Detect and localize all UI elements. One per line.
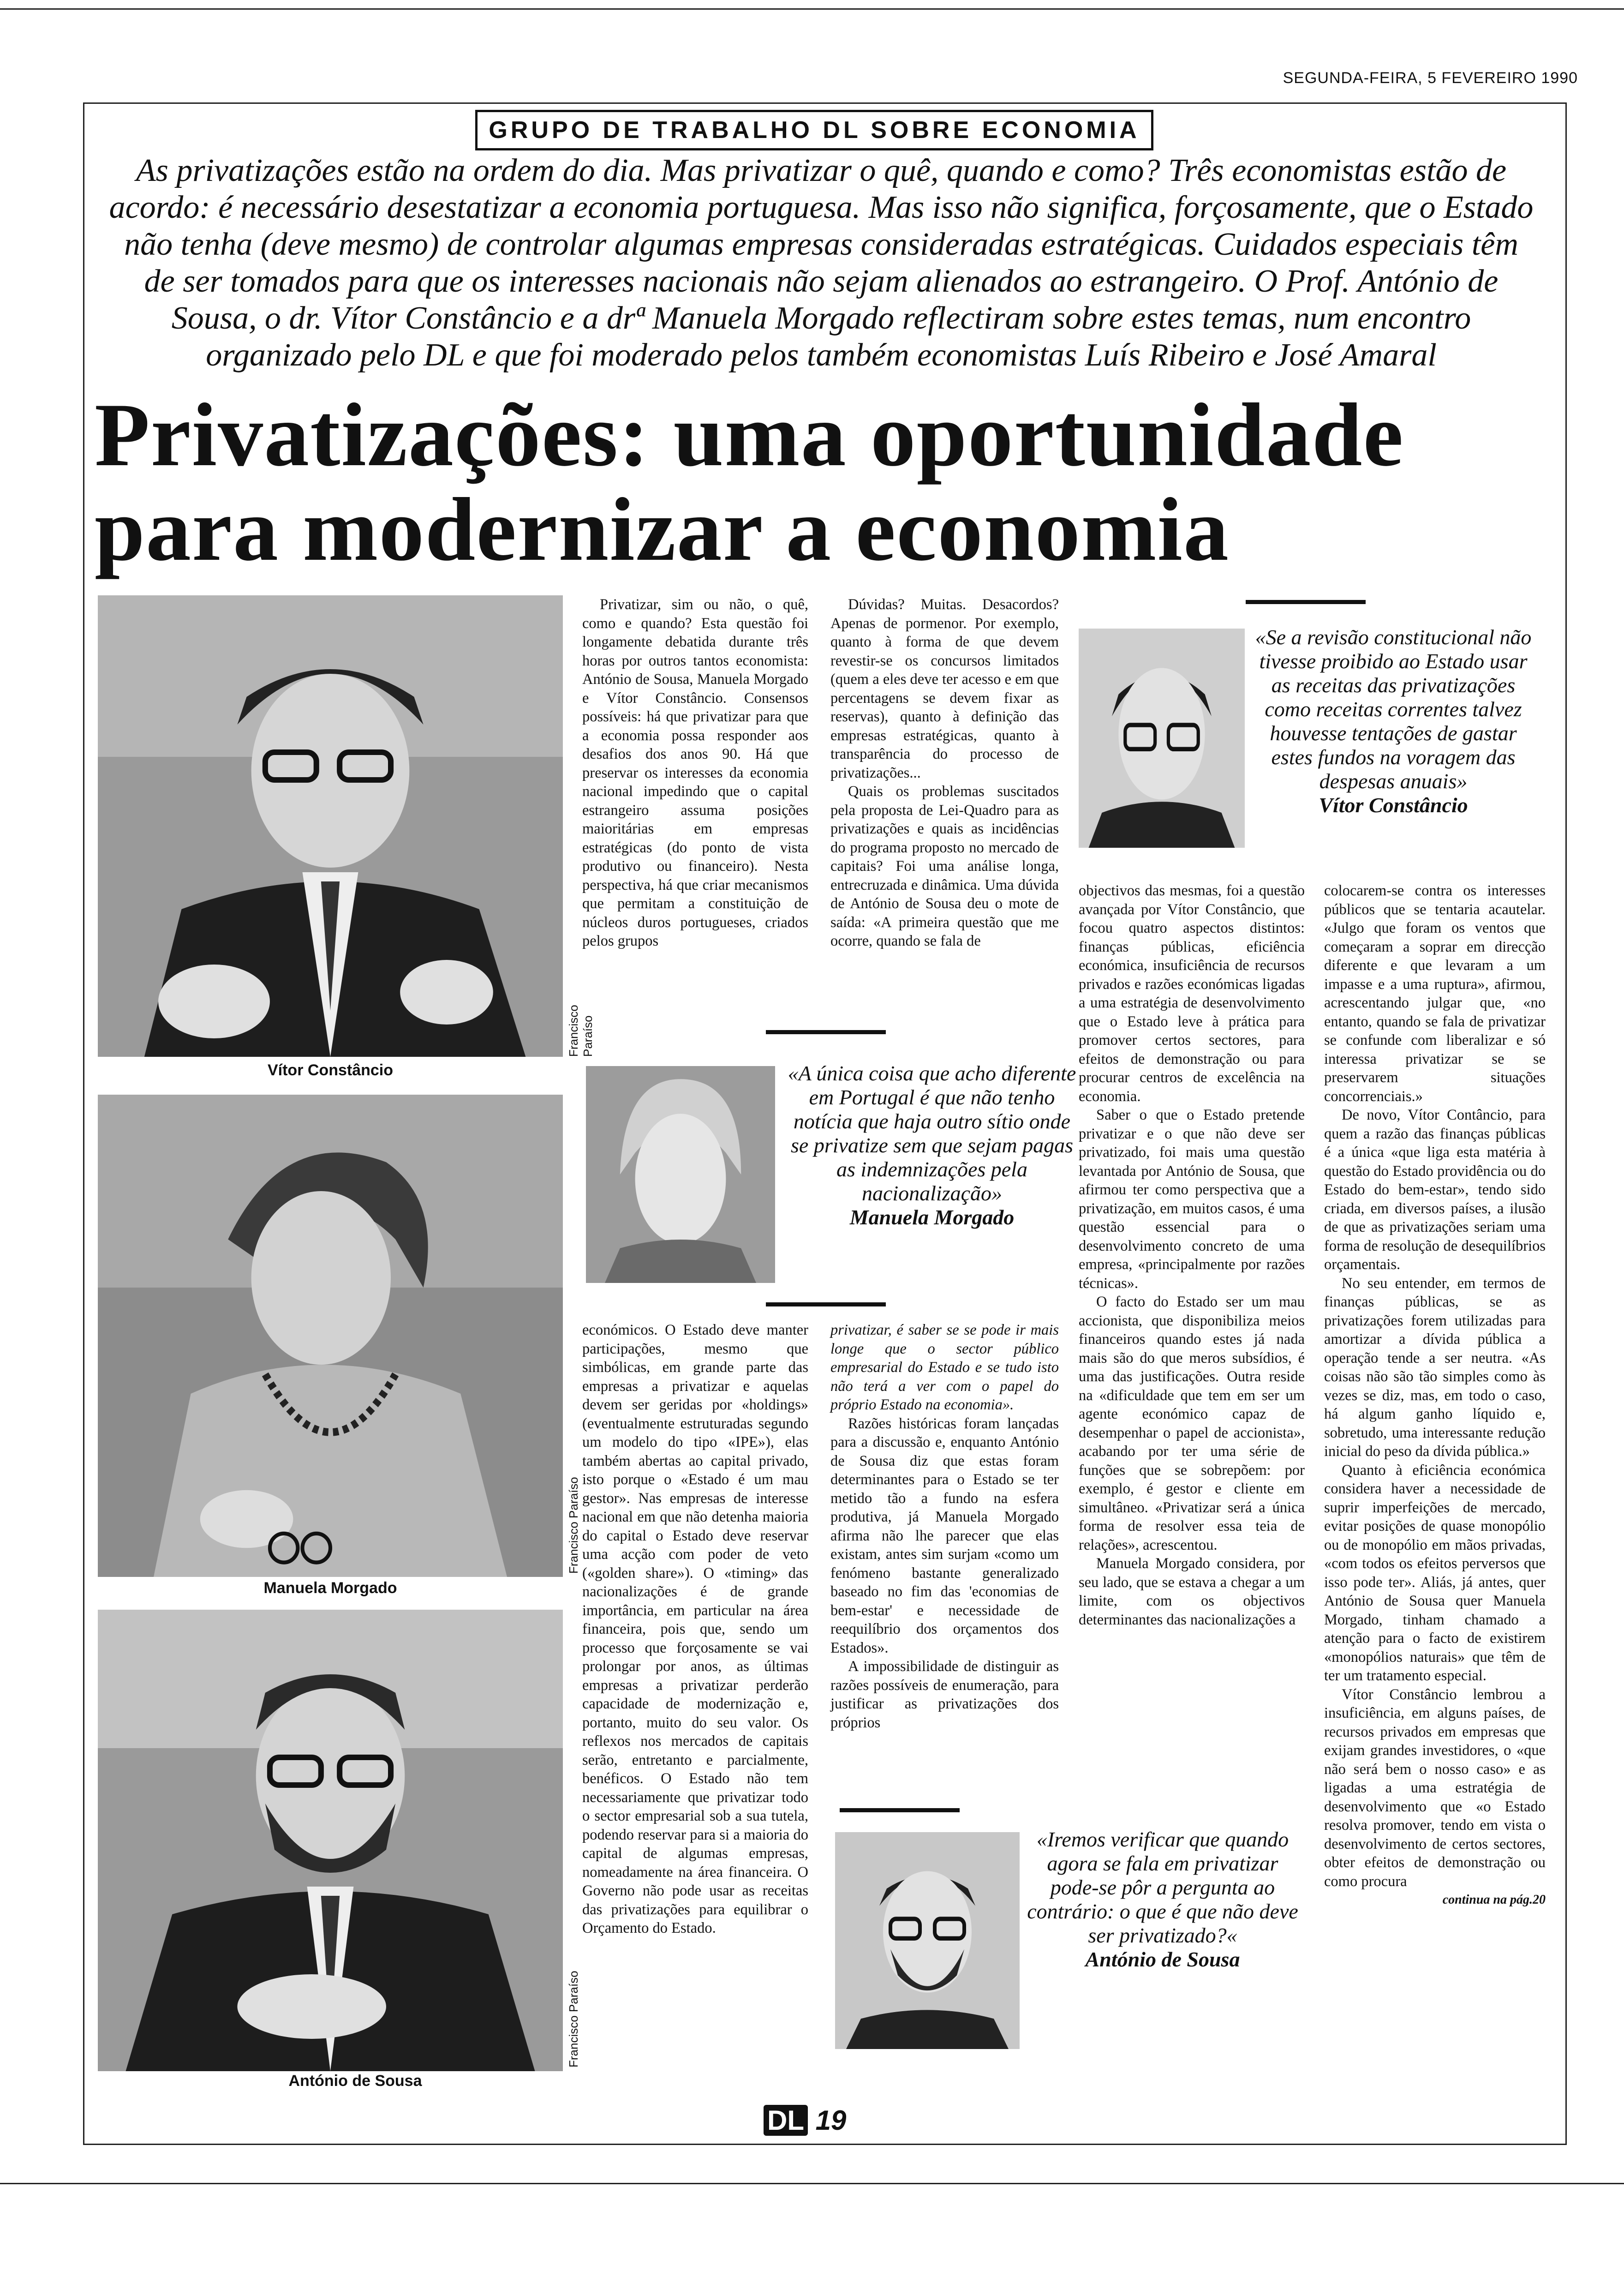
paragraph: Razões históricas foram lançadas para a discussão e, enquanto António de Sousa diz que estas foram determinantes para o Estado se ter metido tão a fundo na esfera produtiva, já Manuela Morgado afirma não lhe parecer que elas existam, antes sim surjam «como um fenómeno bastante generalizado baseado no fim das 'economias de bem-estar' e necessidade de reequilíbrio dos orçamentos dos Estados». [830, 1415, 1059, 1656]
quote-author: Vítor Constâncio [1319, 793, 1468, 817]
headline-line-1: Privatizações: uma oportunidade [95, 385, 1404, 485]
caption-vitor-constancio: Vítor Constâncio [267, 1061, 394, 1079]
portrait-vitor-constancio [1079, 629, 1245, 848]
paragraph: Manuela Morgado considera, por seu lado, que se estava a chegar a um limite, com os objectivos determinantes das nacionalizações a [1079, 1555, 1305, 1628]
paragraph: Saber o que o Estado pretende privatizar e o que não deve ser privatizado, foi mais uma questão levantada por António de Sousa, que afirmou ter como perspectiva que a privatização, em muitos casos, é uma questão essencial para o desenvolvimento concreto de uma empresa, «principalmente por razões técnicas». [1079, 1107, 1305, 1292]
page-number: 19 [815, 2105, 847, 2136]
article-column-1 [582, 595, 808, 951]
paragraph: Quais os problemas suscitados pela proposta de Lei-Quadro para as privatizações e quais as incidências do programa proposto no mercado de capitais? Foi uma análise longa, entrecruzada e dinâmica. Uma dúvida de António de Sousa deu o mote de saída: «A primeira questão que me ocorre, quando se fala de [830, 783, 1059, 949]
paragraph: económicos. O Estado deve manter participações, mesmo que simbólicas, em grande parte das empresas a privatizar e aquelas devem ser geridas por «holdings» (eventualmente estruturadas segundo um modelo do tipo «IPE»), elas também abertas ao capital privado, isto porque o «Estado é um mau gestor». Nas empresas de interesse nacional em que não detenha maioria do capital o Estado deve reservar uma acção com poder de veto («golden share»). O «timing» das nacionalizações é de grande importância, em particular na área financeira, pois que, sendo um processo que forçosamente se vai prolongar por anos, as últimas empresas a privatizar perderão capacidade de modernização e, portanto, muito do seu valor. Os reflexos nos mercados de capitais serão, entretanto e parcialmente, benéficos. O Estado não tem necessariamente que privatizar todo o sector empresarial sob a sua tutela, podendo reservar para si a maioria do capital de algumas empresas, nomeadamente na área financeira. O Governo não pode usar as receitas das privatizações para equilibrar o Orçamento do Estado. [582, 1322, 808, 1936]
photo-antonio-de-sousa [98, 1610, 563, 2071]
quote-author: António de Sousa [1085, 1947, 1240, 1971]
section-banner: GRUPO DE TRABALHO DL SOBRE ECONOMIA [475, 110, 1153, 150]
quote-text: «Iremos verificar que quando agora se fala em privatizar pode-se pôr a pergunta ao contrário: o que é que não deve ser privatizado?« [1027, 1828, 1298, 1947]
photo-credit-1: Francisco Paraíso [567, 1005, 595, 1057]
dateline: SEGUNDA-FEIRA, 5 FEVEREIRO 1990 [1283, 69, 1578, 87]
article-column-3 [582, 1321, 808, 1938]
page-edge-bottom [0, 2183, 1624, 2184]
page-edge-top [0, 8, 1624, 10]
article-column-5 [1079, 881, 1305, 1629]
quote-text: «A única coisa que acho diferente em Portugal é que não tenho notícia que haja outro sítio onde se privatize sem que sejam pagas as indemnizações pela nacionalização» [788, 1061, 1076, 1205]
paragraph: privatizar, é saber se se pode ir mais longe que o sector público empresarial do Estado e se tudo isto não terá a ver com o papel do próprio Estado na economia». [830, 1322, 1059, 1413]
paragraph: colocarem-se contra os interesses públicos que se tentaria acautelar. «Julgo que foram os ventos que começaram a soprar em direcção diferente e que levaram a um impasse e a uma ruptura», afirmou, acrescentando julgar que, «no entanto, quando se fala de privatizar se confunde com liberalizar e só interessa privatizar se se preservarem situações concorrenciais.» [1324, 882, 1546, 1105]
dl-logo: DL [764, 2105, 808, 2136]
lead-paragraph: As privatizações estão na ordem do dia. Mas privatizar o quê, quando e como? Três economistas estão de acordo: é necessário desestatizar a economia portuguesa. Mas isso não significa, forçosamente, que o Estado não tenha (deve mesmo) de controlar algumas empresas consideradas estratégicas. Cuidados especiais têm de ser tomados para que os interesses nacionais não sejam alienados ao estrangeiro. O Prof. António de Sousa, o dr. Vítor Constâncio e a drª Manuela Morgado reflectiram sobre estes temas, num encontro organizado pelo DL e que foi moderado pelos também economistas Luís Ribeiro e José Amaral [109, 153, 1534, 373]
paragraph: O facto do Estado ser um mau accionista, que disponibiliza meios financeiros quando estes já nada mais são do que meros subsídios, é uma das justificações. Outra reside na «dificuldade que tem em ser um agente económico capaz de desempenhar o papel de accionista», acabando por ter uma série de funções que se sobrepõem: por exemplo, é gestor e cliente em simultâneo. «Privatizar será a única forma de resolver essa teia de relações», acrescentou. [1079, 1294, 1305, 1553]
paragraph: De novo, Vítor Contâncio, para quem a razão das finanças públicas é a única «que liga esta matéria à questão do Estado providência ou do Estado do bem-estar», tendo sido criada, em diversos países, a ilusão de que as privatizações seriam uma forma de resolução de desequilíbrios orçamentais. [1324, 1107, 1546, 1273]
divider-rule [840, 1808, 960, 1812]
portrait-antonio-de-sousa [835, 1832, 1020, 2049]
paragraph: Dúvidas? Muitas. Desacordos? Apenas de pormenor. Por exemplo, quanto à forma de que devem revestir-se os concursos limitados (quem a eles deve ter acesso e em que percentagens se devem fixar as reservas), quanto à definição das empresas estratégicas, quanto à transparência do processo de privatizações... [830, 596, 1059, 781]
portrait-manuela-morgado [586, 1066, 775, 1283]
article-column-2 [830, 595, 1059, 951]
article-column-6 [1324, 881, 1546, 1910]
headline [95, 385, 1548, 580]
continued-note: continua na pág.20 [1442, 1893, 1546, 1907]
quote-author: Manuela Morgado [849, 1205, 1015, 1229]
pull-quote-constancio [1250, 625, 1536, 817]
divider-rule [766, 1302, 886, 1306]
pull-quote-sousa [1024, 1828, 1301, 1971]
caption-manuela-morgado: Manuela Morgado [263, 1579, 397, 1597]
photo-credit-3: Francisco Paraíso [567, 1971, 580, 2067]
paragraph: No seu entender, em termos de finanças públicas, se as privatizações forem utilizadas para amortizar a dívida pública a operação tende a ser neutra. «As coisas não são tão simples como às vezes se diz, mas, em todo o caso, há algum ganho líquido e, sobretudo, uma interessante redução inicial do peso da dívida pública.» [1324, 1275, 1546, 1460]
photo-credit-2: Francisco Paraíso [567, 1477, 580, 1574]
paragraph: A impossibilidade de distinguir as razões possíveis de enumeração, para justificar as privatizações dos próprios [830, 1658, 1059, 1731]
paragraph: Privatizar, sim ou não, o quê, como e quando? Esta questão foi longamente debatida durante três horas por outros tantos economista: António de Sousa, Manuela Morgado e Vítor Constâncio. Consensos possíveis: há que privatizar para que a economia possa responder aos desafios dos anos 90. Há que preservar os interesses da economia nacional impedindo que o capital estrangeiro assuma posições maioritárias em empresas estratégicas (do ponto de vista produtivo ou financeiro). Nesta perspectiva, há que criar mecanismos que permitam a constituição de núcleos duros portugueses, criados pelos grupos [582, 596, 808, 949]
headline-line-2: para modernizar a economia [95, 479, 1230, 580]
paragraph: Quanto à eficiência económica considera haver a necessidade de suprir imperfeições de mercado, evitar posições de quase monopólio ou de monopólio em mãos privadas, «com todos os efeitos perversos que isso pode ter». Aliás, já antes, quer António de Sousa quer Manuela Morgado, tinham chamado a atenção para o facto de existirem «monopólios naturais» que têm de ter um tratamento especial. [1324, 1462, 1546, 1684]
pull-quote-morgado [784, 1061, 1080, 1229]
caption-antonio-de-sousa: António de Sousa [288, 2072, 422, 2090]
quote-text: «Se a revisão constitucional não tivesse proibido ao Estado usar as receitas das privatizações como receitas correntes talvez houvesse tentações de gastar estes fundos na voragem das despesas anuais» [1255, 625, 1532, 793]
paragraph: objectivos das mesmas, foi a questão avançada por Vítor Constâncio, que focou quatro aspectos distintos: finanças públicas, eficiência económica, insuficiência de recursos privados e razões económicas ligadas a uma estratégia de desenvolvimento que o Estado leve à prática para promover certos sectores, para efeitos de demonstração ou para procurar centros de excelência na economia. [1079, 882, 1305, 1105]
paragraph: Vítor Constâncio lembrou a insuficiência, em alguns países, de recursos privados em empresas que exijam grandes investidores, o «que não será bem o nosso caso» e as ligadas a uma estratégia de desenvolvimento que «o Estado resolva promover, tendo em vista o desenvolvimento de certos sectores, obter efeitos de demonstração ou como procura [1324, 1686, 1546, 1890]
photo-vitor-constancio [98, 595, 563, 1057]
photo-manuela-morgado [98, 1095, 563, 1577]
divider-rule [1246, 600, 1366, 604]
page-folio [764, 2104, 846, 2136]
article-column-4 [830, 1321, 1059, 1732]
divider-rule [766, 1030, 886, 1034]
